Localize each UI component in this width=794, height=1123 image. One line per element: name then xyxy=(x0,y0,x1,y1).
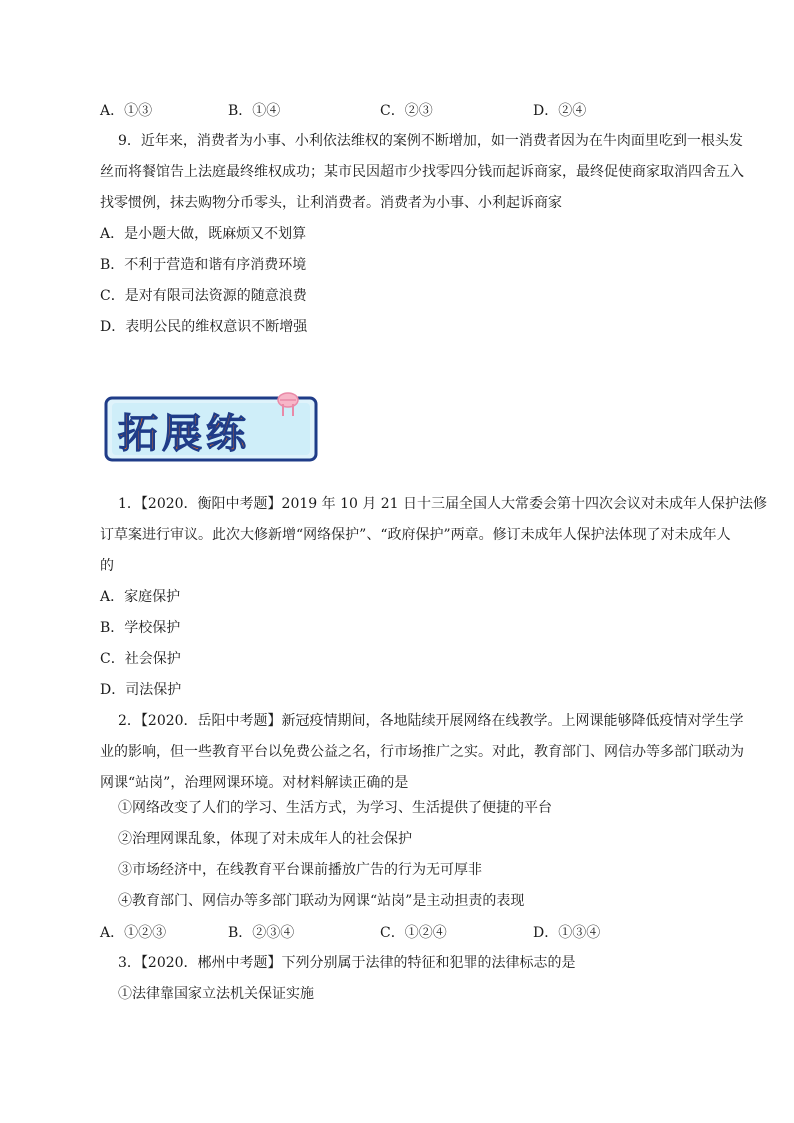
ex2-option-a: A．①②③ xyxy=(100,925,167,941)
section-banner xyxy=(100,392,322,466)
q8-option-b: B．①④ xyxy=(228,103,281,119)
ex2-stem-line-1: 2．【2020．岳阳中考题】新冠疫情期间，各地陆续开展网络在线教学。上网课能够降低疫情对学生学 xyxy=(118,713,744,729)
ex2-stem-line-2: 业的影响，但一些教育平台以免费公益之名，行市场推广之实。对此，教育部门、网信办等多部门联动为 xyxy=(100,744,744,760)
q9-option-c: C．是对有限司法资源的随意浪费 xyxy=(100,288,307,304)
section-title: 拓展练 xyxy=(118,411,250,457)
q9-option-b: B．不利于营造和谐有序消费环境 xyxy=(100,257,307,273)
q8-option-a: A．①③ xyxy=(100,103,153,119)
ex2-options xyxy=(100,922,700,942)
ex1-stem-line-2: 订草案进行审议。此次大修新增“网络保护”、“政府保护”两章。修订未成年人保护法体现了对未成年人 xyxy=(100,527,731,543)
ex2-stem-line-3: 网课“站岗”，治理网课环境。对材料解读正确的是 xyxy=(100,775,409,791)
q8-option-c: C．②③ xyxy=(380,103,433,119)
ex2-statement-3: ③市场经济中，在线教育平台课前播放广告的行为无可厚非 xyxy=(118,862,482,878)
ex1-stem-line-1: 1．【2020．衡阳中考题】2019 年 10 月 21 日十三届全国人大常委会第十四次会议对未成年人保护法修 xyxy=(118,496,768,512)
ex2-option-d: D．①③④ xyxy=(533,925,601,941)
ex2-statement-4: ④教育部门、网信办等多部门联动为网课“站岗”是主动担责的表现 xyxy=(118,893,525,909)
ex1-option-a: A．家庭保护 xyxy=(100,589,181,605)
ex3-stem-line-1: 3．【2020．郴州中考题】下列分别属于法律的特征和犯罪的法律标志的是 xyxy=(118,955,576,971)
q9-option-a: A．是小题大做，既麻烦又不划算 xyxy=(100,226,307,242)
ex2-option-c: C．①②④ xyxy=(380,925,447,941)
ex2-option-b: B．②③④ xyxy=(228,925,295,941)
ex1-option-c: C．社会保护 xyxy=(100,651,181,667)
q9-stem-line-3: 找零惯例，抹去购物分币零头，让利消费者。消费者为小事、小利起诉商家 xyxy=(100,195,562,211)
q9-option-d: D．表明公民的维权意识不断增强 xyxy=(100,319,308,335)
q8-options xyxy=(100,100,700,120)
ex1-option-b: B．学校保护 xyxy=(100,620,181,636)
ex1-option-d: D．司法保护 xyxy=(100,682,182,698)
ex2-statement-2: ②治理网课乱象，体现了对未成年人的社会保护 xyxy=(118,831,412,847)
q9-stem-line-2: 丝而将餐馆告上法庭最终维权成功；某市民因超市少找零四分钱而起诉商家，最终促使商家取消四舍五入 xyxy=(100,164,744,180)
ex1-stem-line-3: 的 xyxy=(100,558,114,574)
q9-stem-line-1: 9．近年来，消费者为小事、小利依法维权的案例不断增加，如一消费者因为在牛肉面里吃到一根头发 xyxy=(118,133,743,149)
ex2-statement-1: ①网络改变了人们的学习、生活方式，为学习、生活提供了便捷的平台 xyxy=(118,800,552,816)
ex3-statement-1: ①法律靠国家立法机关保证实施 xyxy=(118,986,314,1002)
q8-option-d: D．②④ xyxy=(533,103,587,119)
